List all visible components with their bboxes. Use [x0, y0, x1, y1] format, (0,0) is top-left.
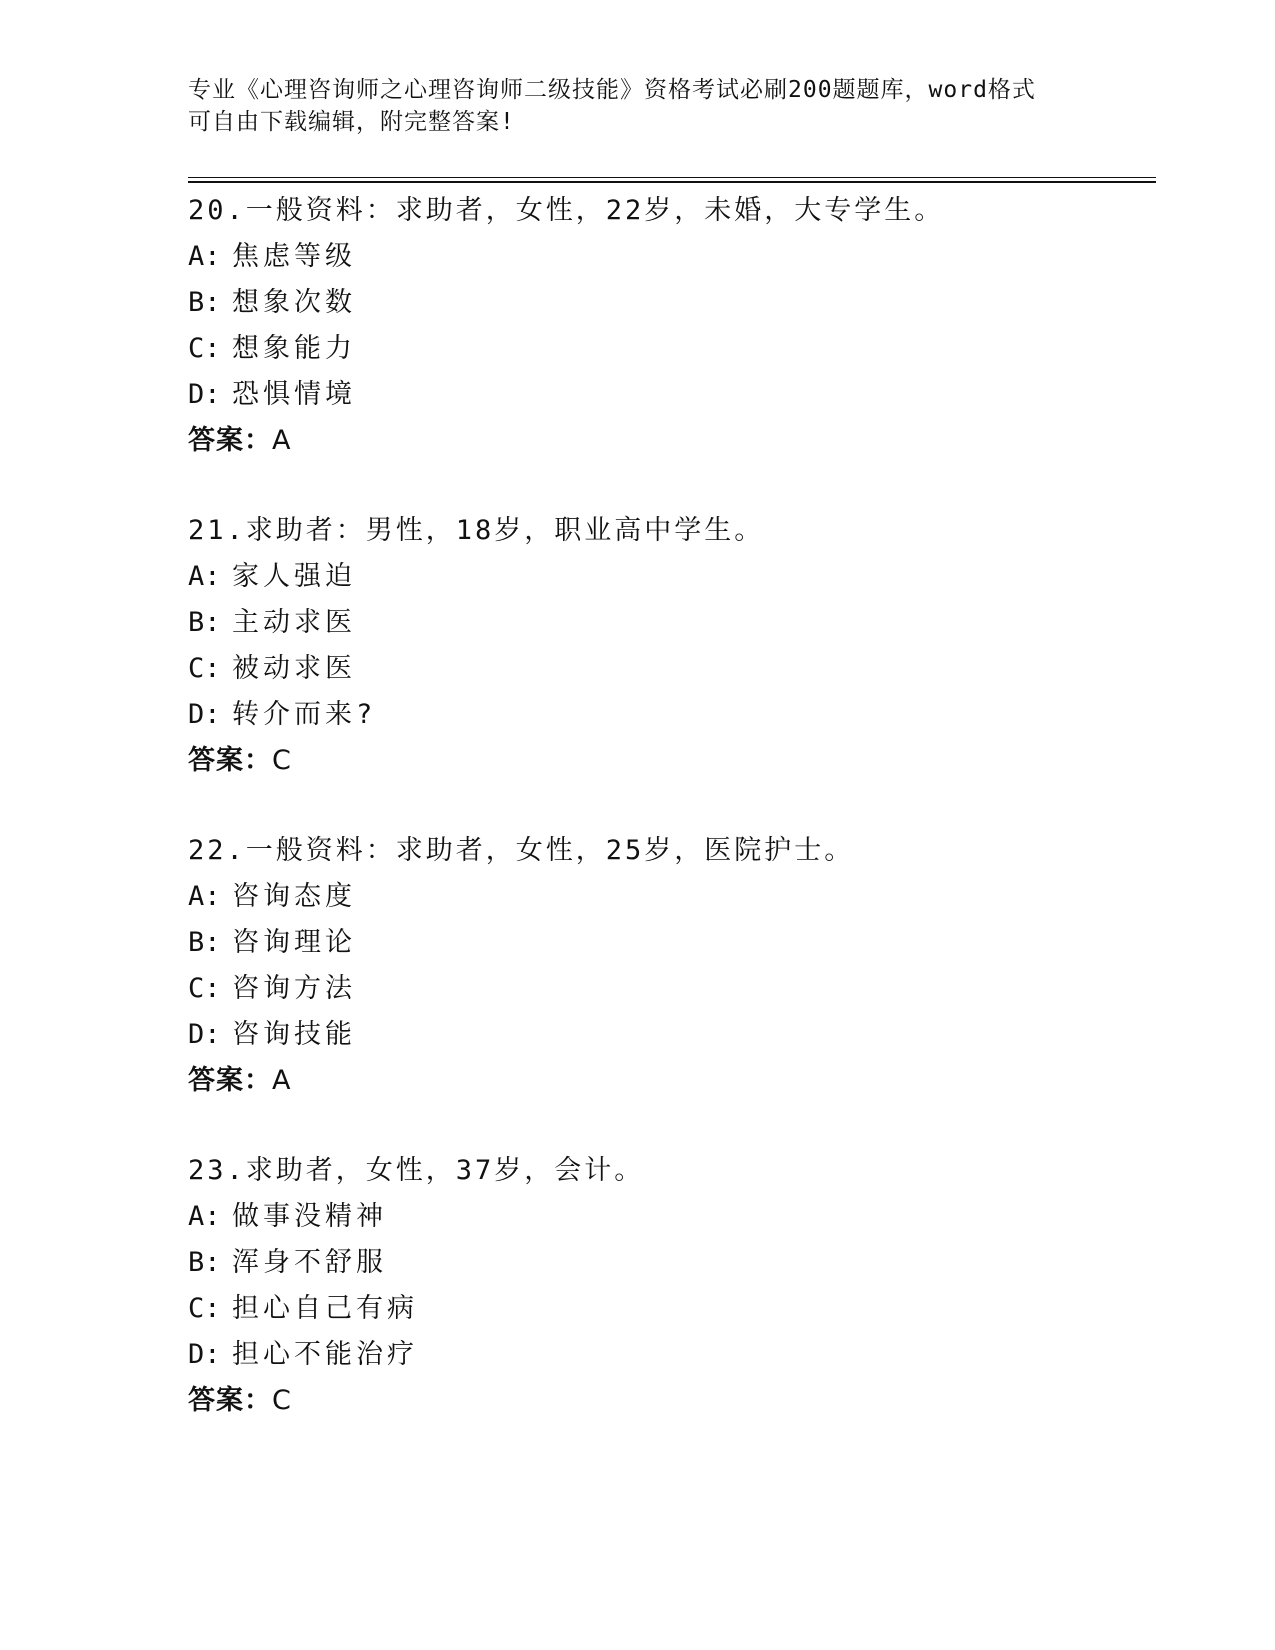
option-key: A: — [188, 881, 221, 912]
option-text: 浑身不舒服 — [232, 1247, 387, 1278]
answer-value: C — [272, 745, 292, 776]
question-stem: 21.求助者：男性，18岁，职业高中学生。 — [188, 515, 765, 546]
option-text: 转介而来? — [232, 699, 377, 730]
option-key: D: — [188, 1339, 221, 1370]
option-d — [188, 1012, 1148, 1058]
answer-label: 答案： — [188, 1065, 272, 1096]
option-d — [188, 1332, 1148, 1378]
option-text: 咨询技能 — [232, 1019, 356, 1050]
option-key: C: — [188, 973, 221, 1004]
option-key: B: — [188, 607, 221, 638]
option-text: 咨询态度 — [232, 881, 356, 912]
option-text: 咨询理论 — [232, 927, 356, 958]
option-d — [188, 692, 1148, 738]
option-key: D: — [188, 699, 221, 730]
answer-value: C — [272, 1385, 292, 1416]
answer-line — [188, 1378, 1148, 1424]
option-key: C: — [188, 653, 221, 684]
option-key: B: — [188, 287, 221, 318]
option-b — [188, 600, 1148, 646]
option-key: C: — [188, 333, 221, 364]
option-text: 担心自己有病 — [232, 1293, 418, 1324]
option-a — [188, 874, 1148, 920]
option-key: D: — [188, 379, 221, 410]
answer-label: 答案： — [188, 425, 272, 456]
option-text: 恐惧情境 — [232, 379, 356, 410]
option-c — [188, 1286, 1148, 1332]
header-line-1: 专业《心理咨询师之心理咨询师二级技能》资格考试必刷200题题库，word格式 — [188, 77, 1036, 103]
answer-line — [188, 738, 1148, 784]
option-text: 想象次数 — [232, 287, 356, 318]
question-stem: 22.一般资料：求助者，女性，25岁，医院护士。 — [188, 835, 855, 866]
option-c — [188, 326, 1148, 372]
option-key: D: — [188, 1019, 221, 1050]
answer-value: A — [272, 1065, 292, 1096]
option-key: A: — [188, 561, 221, 592]
header-line-2: 可自由下载编辑，附完整答案! — [188, 109, 515, 135]
answer-label: 答案： — [188, 1385, 272, 1416]
option-b — [188, 280, 1148, 326]
header-divider-thick — [188, 181, 1156, 183]
option-key: B: — [188, 927, 221, 958]
question-item — [188, 828, 1148, 1104]
header-divider-thin — [188, 177, 1156, 178]
document-header — [188, 74, 1088, 138]
question-list — [188, 188, 1148, 1424]
option-text: 焦虑等级 — [232, 241, 356, 272]
answer-line — [188, 1058, 1148, 1104]
option-text: 主动求医 — [232, 607, 356, 638]
question-stem: 20.一般资料：求助者，女性，22岁，未婚，大专学生。 — [188, 195, 945, 226]
answer-line — [188, 418, 1148, 464]
option-text: 做事没精神 — [232, 1201, 387, 1232]
option-text: 被动求医 — [232, 653, 356, 684]
option-a — [188, 1194, 1148, 1240]
option-key: A: — [188, 241, 221, 272]
option-text: 家人强迫 — [232, 561, 356, 592]
option-key: A: — [188, 1201, 221, 1232]
option-text: 想象能力 — [232, 333, 356, 364]
question-item — [188, 508, 1148, 784]
option-b — [188, 1240, 1148, 1286]
option-a — [188, 554, 1148, 600]
answer-value: A — [272, 425, 292, 456]
question-item — [188, 188, 1148, 464]
question-item — [188, 1148, 1148, 1424]
option-text: 担心不能治疗 — [232, 1339, 418, 1370]
option-key: C: — [188, 1293, 221, 1324]
option-key: B: — [188, 1247, 221, 1278]
option-text: 咨询方法 — [232, 973, 356, 1004]
option-a — [188, 234, 1148, 280]
answer-label: 答案： — [188, 745, 272, 776]
option-d — [188, 372, 1148, 418]
option-b — [188, 920, 1148, 966]
question-stem: 23.求助者，女性，37岁，会计。 — [188, 1155, 645, 1186]
option-c — [188, 966, 1148, 1012]
option-c — [188, 646, 1148, 692]
